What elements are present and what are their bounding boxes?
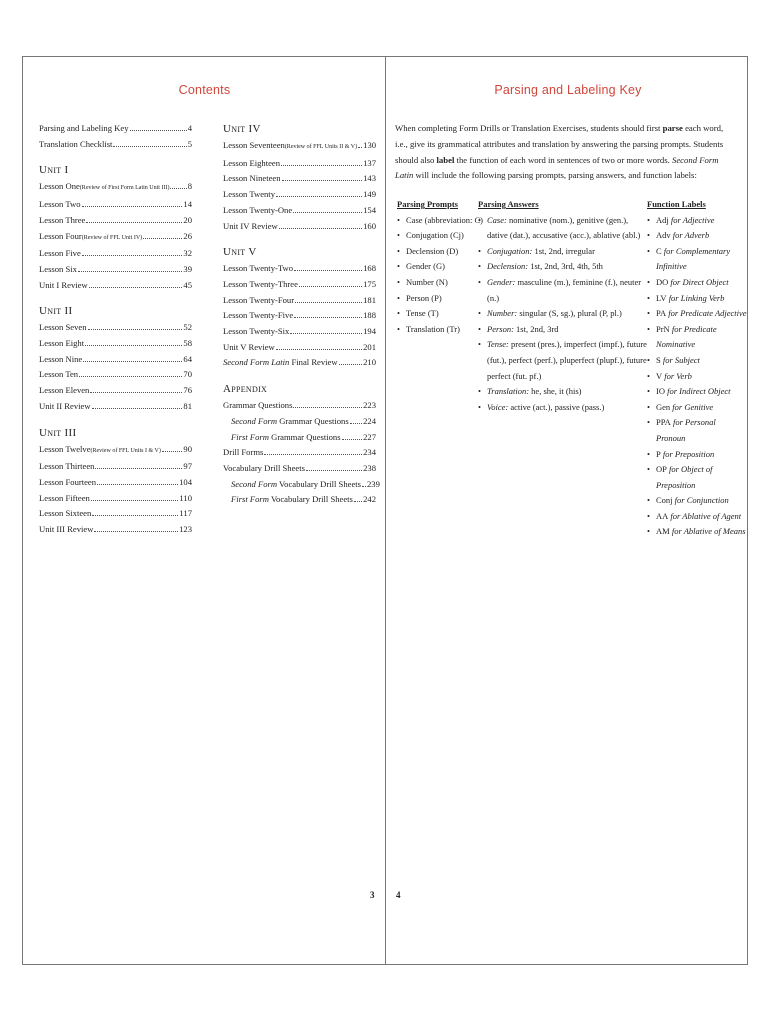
toc-entry: Lesson Eight 58 xyxy=(39,338,192,349)
toc-entry: Lesson Sixteen 117 xyxy=(39,508,192,519)
front-matter xyxy=(39,121,192,152)
toc-entry: Lesson Seventeen (Review of FFL Units II & V) 130 xyxy=(223,140,377,150)
toc-entry: Lesson Six 39 xyxy=(39,263,192,274)
toc-entry: Unit II Review 81 xyxy=(39,400,192,411)
toc-entry: Unit IV Review 160 xyxy=(223,220,376,231)
list-item: • DO for Direct Object xyxy=(647,275,747,291)
toc-entry: Lesson Twenty-Two 168 xyxy=(223,263,376,274)
list-item: • Gender: masculine (m.), feminine (f.), neuter (n.) xyxy=(478,275,648,306)
toc-entry: First Form Grammar Questions 227 xyxy=(231,431,376,442)
toc-entry: Translation Checklist 5 xyxy=(39,138,192,149)
list-item: • Number (N) xyxy=(397,275,483,291)
list-item: • V for Verb xyxy=(647,369,747,385)
parsing-prompts-heading: Parsing Prompts xyxy=(397,199,458,209)
list-item: • Translation (Tr) xyxy=(397,322,483,338)
parsing-answers-heading: Parsing Answers xyxy=(478,199,539,209)
unit-heading: Unit IV xyxy=(223,123,261,135)
function-labels-heading: Function Labels xyxy=(647,199,706,209)
toc-entry: Unit I Review 45 xyxy=(39,279,192,290)
list-item: • Person: 1st, 2nd, 3rd xyxy=(478,322,648,338)
list-item: • Number: singular (S, sg.), plural (P, pl.) xyxy=(478,306,648,322)
toc-entry: Lesson Twelve (Review of FFL Units I & V) 90 xyxy=(39,443,192,454)
toc-entry: Lesson Ten 70 xyxy=(39,369,192,380)
list-item: • Conjugation (Cj) xyxy=(397,228,483,244)
contents-title: Contents xyxy=(178,83,231,97)
list-item: • Case: nominative (nom.), genitive (gen.), dative (dat.), accusative (acc.), ablative (abl.) xyxy=(478,213,648,244)
unit-1-list xyxy=(39,179,192,293)
parsing-key-title: Parsing and Labeling Key xyxy=(494,83,642,97)
list-item: • PA for Predicate Adjective xyxy=(647,306,747,322)
intro-paragraph: When completing Form Drills or Translation Exercises, students should first parse each word, i.e., give its grammatical attributes and translation by answering the parsing prompts. Students should also label the function of each word in sentences of two or more words. Second Form Latin will include the following parsing prompts, parsing answers, and function labels: xyxy=(395,123,724,181)
toc-entry: Lesson Nineteen 143 xyxy=(223,173,376,184)
unit-heading: Unit II xyxy=(39,305,73,318)
unit-5-list xyxy=(223,261,376,371)
toc-entry: Lesson Three 20 xyxy=(39,214,192,225)
appendix-list xyxy=(223,398,380,508)
list-item: • Gender (G) xyxy=(397,259,483,275)
parsing-prompts-column xyxy=(397,197,483,337)
toc-entry: Lesson Twenty 149 xyxy=(223,189,376,200)
toc-entry: Lesson Fourteen 104 xyxy=(39,476,192,487)
toc-entry: Lesson Eleven 76 xyxy=(39,385,192,396)
list-item: • Person (P) xyxy=(397,291,483,307)
toc-entry: First Form Vocabulary Drill Sheets 242 xyxy=(231,494,376,505)
list-item: • Adv for Adverb xyxy=(647,228,747,244)
list-item: • AM for Ablative of Means xyxy=(647,524,747,540)
list-item: • Adj for Adjective xyxy=(647,213,747,229)
toc-entry: Lesson Eighteen 137 xyxy=(223,157,376,168)
toc-entry: Lesson Five 32 xyxy=(39,248,192,259)
list-item: • Conj for Conjunction xyxy=(647,493,747,509)
toc-entry: Lesson Twenty-Four 181 xyxy=(223,294,376,305)
parsing-answers-column xyxy=(478,197,648,415)
toc-entry: Unit V Review 201 xyxy=(223,341,376,352)
toc-entry: Lesson Fifteen 110 xyxy=(39,492,192,503)
toc-entry: Grammar Questions 223 xyxy=(223,400,376,411)
list-item: • Declension (D) xyxy=(397,244,483,260)
toc-entry: Lesson Thirteen 97 xyxy=(39,461,192,472)
page-divider xyxy=(385,56,386,965)
unit-heading: Unit V xyxy=(223,246,257,259)
list-item: • OP for Object of Preposition xyxy=(647,462,747,493)
page-number: 4 xyxy=(396,890,401,900)
contents-page xyxy=(23,57,386,964)
unit-2-list xyxy=(39,320,192,414)
toc-entry: Lesson Twenty-Five 188 xyxy=(223,310,376,321)
list-item: • Tense (T) xyxy=(397,306,483,322)
list-item: • Case (abbreviation: C) xyxy=(397,213,483,229)
list-item: • IO for Indirect Object xyxy=(647,384,747,400)
list-item: • P for Preposition xyxy=(647,447,747,463)
unit-heading: Unit III xyxy=(39,426,77,439)
toc-entry: Lesson Twenty-Three 175 xyxy=(223,278,376,289)
toc-column-1 xyxy=(39,121,192,538)
parsing-key-page xyxy=(387,57,749,964)
list-item: • Conjugation: 1st, 2nd, irregular xyxy=(478,244,648,260)
unit-3-list xyxy=(39,442,192,538)
toc-entry: Vocabulary Drill Sheets 238 xyxy=(223,462,376,473)
toc-entry: Lesson Twenty-Six 194 xyxy=(223,326,376,337)
toc-entry: Second Form Latin Final Review 210 xyxy=(223,357,376,368)
toc-entry: Lesson Seven 52 xyxy=(39,322,192,333)
list-item: • Declension: 1st, 2nd, 3rd, 4th, 5th xyxy=(478,259,648,275)
list-item: • AA for Ablative of Agent xyxy=(647,509,747,525)
unit-heading: Unit I xyxy=(39,164,69,177)
toc-entry: Second Form Grammar Questions 224 xyxy=(231,415,376,426)
unit-heading: Appendix xyxy=(223,383,268,396)
list-item: • PrN for Predicate Nominative xyxy=(647,322,747,353)
list-item: • Gen for Genitive xyxy=(647,400,747,416)
list-item: • Tense: present (pres.), imperfect (impf.), future (fut.), perfect (perf.), pluperfect (plupf.), future perfect (fut. pf.) xyxy=(478,337,648,384)
toc-entry: Parsing and Labeling Key 4 xyxy=(39,123,192,133)
list-item: • PPA for Personal Pronoun xyxy=(647,415,747,446)
list-item: • C for Complementary Infinitive xyxy=(647,244,747,275)
toc-entry: Lesson Two 14 xyxy=(39,199,192,210)
unit-4-list xyxy=(223,138,376,234)
toc-entry: Second Form Vocabulary Drill Sheets 239 xyxy=(231,478,380,489)
toc-entry: Lesson Twenty-One 154 xyxy=(223,204,376,215)
toc-entry: Unit III Review 123 xyxy=(39,524,192,535)
list-item: • Voice: active (act.), passive (pass.) xyxy=(478,400,648,416)
list-item: • LV for Linking Verb xyxy=(647,291,747,307)
toc-entry: Lesson Nine 64 xyxy=(39,353,192,364)
toc-entry: Lesson One (Review of First Form Latin Unit III) 8 xyxy=(39,181,192,192)
toc-column-2 xyxy=(223,121,380,508)
function-labels-column xyxy=(647,197,747,540)
list-item: • S for Subject xyxy=(647,353,747,369)
list-item: • Translation: he, she, it (his) xyxy=(478,384,648,400)
page-number: 3 xyxy=(370,890,375,900)
toc-entry: Drill Forms 234 xyxy=(223,447,376,458)
toc-entry: Lesson Four (Review of FFL Unit IV) 26 xyxy=(39,230,192,241)
